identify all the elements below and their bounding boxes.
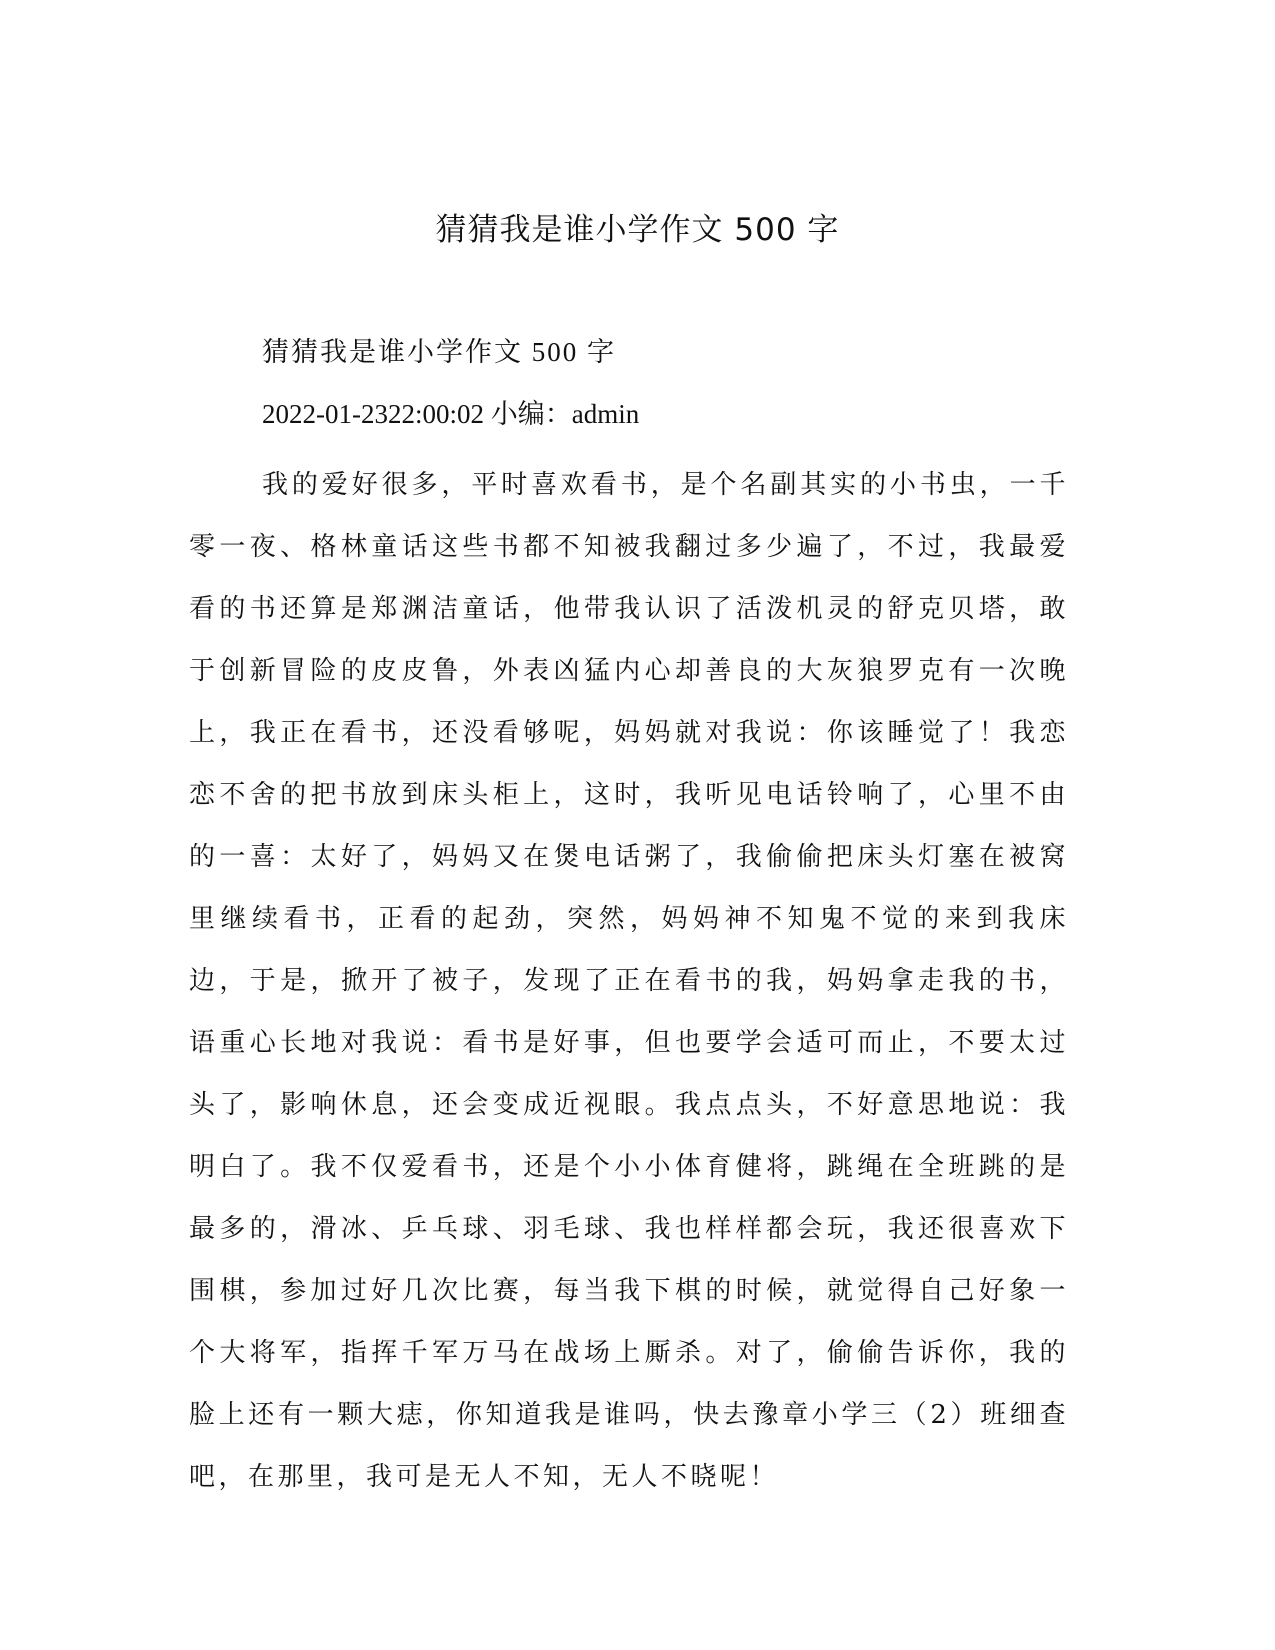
body-paragraph: 我的爱好很多，平时喜欢看书，是个名副其实的小书虫，一千零一夜、格林童话这些书都不知被我翻过多少遍了，不过，我最爱看的书还算是郑渊洁童话，他带我认识了活泼机灵的舒克贝塔，敢于创新冒险的皮皮鲁，外表凶猛内心却善良的大灰狼罗克有一次晚上，我正在看书，还没看够呢，妈妈就对我说：你该睡觉了！我恋恋不舍的把书放到床头柜上，这时，我听见电话铃响了，心里不由的一喜：太好了，妈妈又在煲电话粥了，我偷偷把床头灯塞在被窝里继续看书，正看的起劲，突然，妈妈神不知鬼不觉的来到我床边，于是，掀开了被子，发现了正在看书的我，妈妈拿走我的书，语重心长地对我说：看书是好事，但也要学会适可而止，不要太过头了，影响休息，还会变成近视眼。我点点头，不好意思地说：我明白了。我不仅爱看书，还是个小小体育健将，跳绳在全班跳的是最多的，滑冰、乒乓球、羽毛球、我也样样都会玩，我还很喜欢下围棋，参加过好几次比赛，每当我下棋的时候，就觉得自己好象一个大将军，指挥千军万马在战场上厮杀。对了，偷偷告诉你，我的脸上还有一颗大痣，你知道我是谁吗，快去豫章小学三（2）班细查吧，在那里，我可是无人不知，无人不晓呢！ bbox=[189, 470, 1069, 1492]
date-author-line: 2022-01-2322:00:02 小编：admin bbox=[262, 399, 640, 429]
document-subtitle: 猜猜我是谁小学作文 500 字 bbox=[262, 337, 616, 367]
document-title: 猜猜我是谁小学作文 500 字 bbox=[435, 212, 840, 248]
